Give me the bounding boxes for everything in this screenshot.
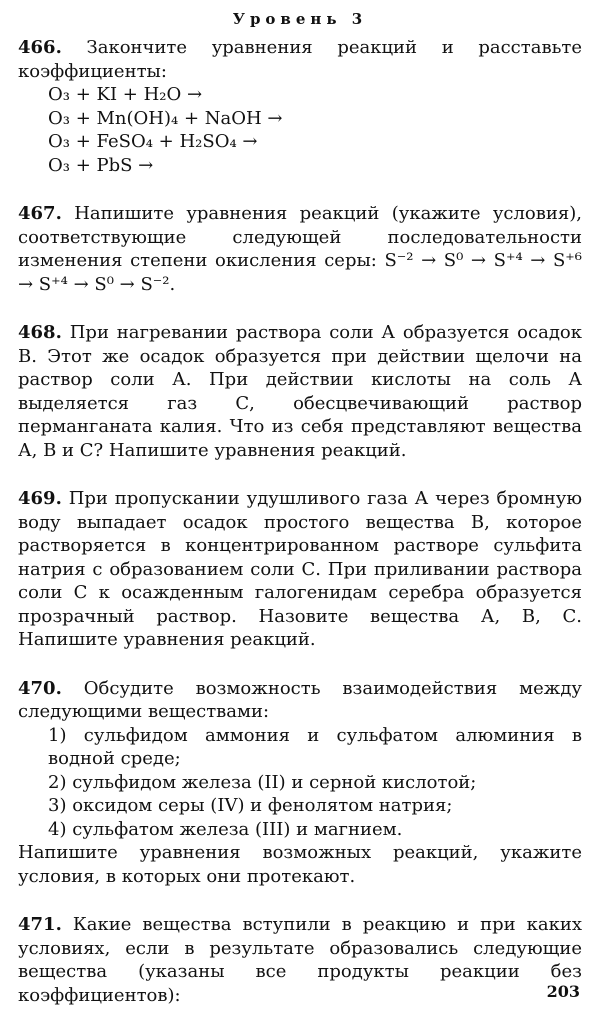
task-number: 471.	[18, 914, 62, 935]
level-heading: Уровень 3	[232, 10, 368, 28]
task-number: 466.	[18, 37, 62, 58]
equation: O₃ + KI + H₂O →	[48, 84, 203, 105]
task-number: 469.	[18, 488, 62, 509]
list-item: 1) сульфидом аммония и сульфатом алюминия в водной среде;	[48, 724, 582, 769]
task-text: Обсудите возможность взаимодействия между следующими веществами:	[18, 677, 582, 722]
task-text: Какие вещества вступили в реакцию и при каких условиях, если в результате образовались следующие вещества (указаны все продукты реакции без коэффициентов):	[18, 914, 582, 1006]
task-text: При нагревании раствора соли А образуется осадок В. Этот же осадок образуется при действии щелочи на раствор соли А. При действии кислоты на соль А выделяется газ С, обесцвечивающий раствор перманганата калия. Что из себя представляют вещества А, В и С? Напишите уравнения реакций.	[18, 322, 582, 461]
task-470	[18, 677, 582, 889]
task-number: 470.	[18, 677, 62, 699]
page-number: 203	[546, 982, 580, 1001]
task-text: Напишите уравнения реакций (укажите условия), соответствующие следующей последовательности изменения степени окисления серы: S⁻² → S⁰ → S⁺⁴ → S⁺⁶ → S⁺⁴ → S⁰ → S⁻².	[18, 203, 582, 295]
list-item: 2) сульфидом железа (II) и серной кислотой;	[48, 771, 477, 793]
task-466	[18, 36, 582, 177]
list-item: 4) сульфатом железа (III) и магнием.	[48, 818, 403, 840]
task-text: Закончите уравнения реакций и расставьте коэффициенты:	[18, 37, 582, 82]
task-471	[18, 913, 582, 1007]
task-468	[18, 321, 582, 462]
equation: O₃ + PbS →	[48, 154, 154, 176]
task-number: 468.	[18, 322, 62, 343]
equation: O₃ + Mn(OH)₄ + NaOH →	[48, 107, 283, 129]
task-number: 467.	[18, 203, 62, 224]
task-469	[18, 487, 582, 652]
task-conclusion: Напишите уравнения возможных реакций, укажите условия, в которых они протекают.	[18, 842, 582, 887]
task-text: При пропускании удушливого газа А через бромную воду выпадает осадок простого вещества В, которое растворяется в концентрированном растворе сульфита натрия с образованием соли С. При приливании раствора соли С к осажденным галогенидам серебра образуется прозрачный раствор. Назовите вещества А, В, С. Напишите уравнения реакций.	[18, 488, 582, 650]
list-item: 3) оксидом серы (IV) и фенолятом натрия;	[48, 795, 453, 816]
task-467	[18, 202, 582, 296]
equation: O₃ + FeSO₄ + H₂SO₄ →	[48, 131, 258, 152]
